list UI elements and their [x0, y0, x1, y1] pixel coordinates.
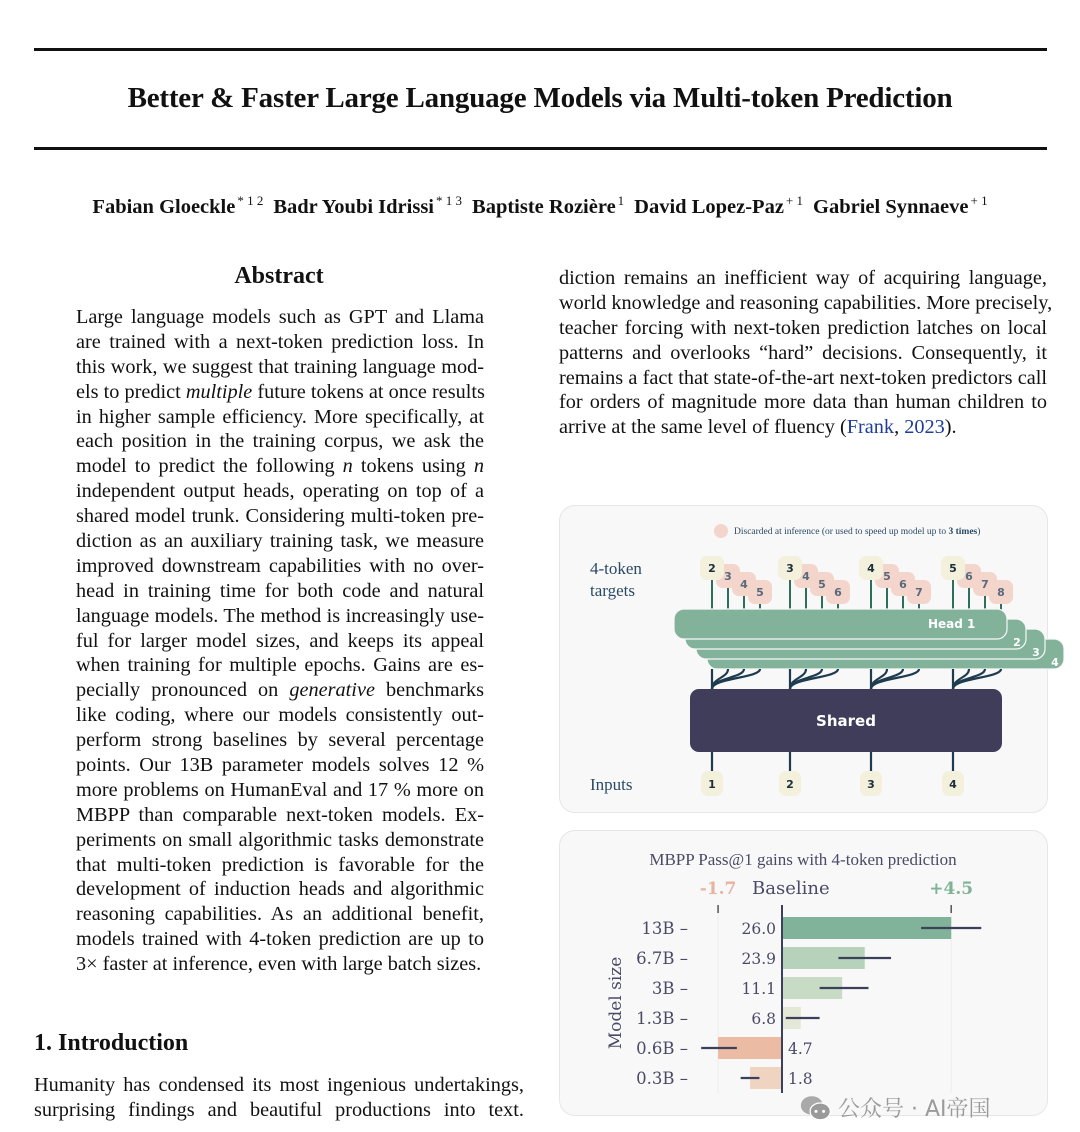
text-line: like coding, where our models consistently out-	[76, 704, 484, 727]
paper-title: Better & Faster Large Language Models via Multi-token Prediction	[127, 82, 953, 114]
author-name: Fabian Gloeckle $^{* 1 2}$	[92, 193, 264, 218]
text-line: Large language models such as GPT and Llama	[76, 306, 484, 328]
input-label: 1	[708, 778, 716, 791]
abstract-heading: Abstract	[234, 263, 324, 289]
targets-label: targets	[590, 581, 636, 600]
text-line: 3× faster at inference, even with large batch sizes.	[76, 953, 482, 976]
chart-title: MBPP Pass@1 gains with 4-token prediction	[649, 850, 957, 869]
token-label: 5	[949, 562, 957, 575]
baseline-value-label: 11.1	[741, 980, 776, 998]
author-name: David Lopez-Paz $^{+ 1}$	[634, 193, 804, 218]
text-line: shared model trunk. Considering multi-token pre-	[76, 505, 484, 528]
text-line: model to predict the following n tokens using n	[76, 455, 484, 478]
text-line: patterns and overlooks “hard” decisions. Consequently, it	[559, 341, 1047, 364]
text-line: head in training time for both code and natural	[76, 579, 484, 602]
text-line: for orders of magnitude more data than human children to	[559, 391, 1047, 414]
inputs-label: Inputs	[590, 775, 633, 794]
head-number: 4	[1051, 656, 1059, 669]
text-line: language models. The method is increasingly use-	[76, 604, 484, 627]
author-name: Badr Youbi Idrissi $^{* 1 3}$	[273, 193, 463, 218]
y-tick-label: 3B –	[651, 979, 688, 998]
author-list	[0, 193, 1080, 219]
mbpp-gains-chart	[559, 830, 1048, 1116]
token-label: 6	[965, 570, 973, 583]
citation-year-link[interactable]: 2023	[904, 416, 945, 439]
author-name: Baptiste Rozière $^1$	[472, 193, 625, 218]
baseline-value-label: 23.9	[741, 950, 776, 968]
text-line: MBPP than comparable next-token models. Ex-	[76, 803, 484, 826]
baseline-label: Baseline	[752, 878, 830, 899]
text-line: perform strong baselines by several percentage	[76, 729, 484, 752]
shared-label: Shared	[816, 712, 876, 730]
author-affiliation-marks: + 1	[785, 193, 804, 208]
text-line: in higher sample efficiency. More specifically, at	[76, 405, 484, 428]
title-rule-bottom	[34, 147, 1047, 150]
token-label: 7	[915, 586, 923, 599]
right-column-text	[559, 266, 1053, 440]
token-label: 4	[740, 578, 748, 591]
input-label: 2	[786, 778, 794, 791]
diagram-canvas	[560, 506, 1059, 812]
targets-label: 4-token	[590, 559, 642, 578]
token-label: 5	[818, 578, 826, 591]
y-tick-label: 6.7B –	[636, 949, 688, 968]
text-line: when training for multiple epochs. Gains are es-	[76, 654, 484, 677]
token-label: 7	[981, 578, 989, 591]
token-label: 4	[802, 570, 810, 583]
y-tick-label: 0.3B –	[636, 1069, 688, 1088]
author-affiliation-marks: * 1 2	[237, 193, 264, 208]
y-tick-label: 13B –	[641, 919, 688, 938]
author-affiliation-marks: + 1	[970, 193, 988, 208]
text-line: are trained with a next-token prediction loss. In	[76, 330, 484, 353]
text-line: world knowledge and reasoning capabilities. More precisely,	[559, 291, 1053, 314]
legend-text: Discarded at inference (or used to speed up model up to 3 times)	[734, 527, 981, 537]
token-label: 5	[756, 586, 764, 599]
token-label: 3	[724, 570, 732, 583]
head-number: 3	[1032, 646, 1040, 659]
token-label: 6	[834, 586, 842, 599]
text-line: periments on small algorithmic tasks demonstrate	[76, 828, 484, 851]
text-line: this work, we suggest that training language mod-	[76, 355, 484, 378]
abstract-body	[76, 305, 484, 977]
text-line: els to predict multiple future tokens at once results	[76, 380, 485, 403]
y-axis-label: Model size	[606, 956, 626, 1050]
input-label: 3	[867, 778, 875, 791]
text-line: improved downstream capabilities with no over-	[76, 554, 484, 577]
text-line: diction remains an inefficient way of acquiring language,	[559, 267, 1047, 289]
text-line: that multi-token prediction is favorable for the	[76, 853, 484, 876]
text-line: Humanity has condensed its most ingenious undertakings,	[34, 1074, 524, 1096]
architecture-diagram	[559, 505, 1059, 813]
token-label: 5	[883, 570, 891, 583]
token-label: 6	[899, 578, 907, 591]
token-label: 8	[997, 586, 1005, 599]
author-affiliation-marks: 1	[617, 193, 625, 208]
head-label: Head 1	[928, 617, 976, 631]
token-label: 4	[867, 562, 875, 575]
legend-swatch	[714, 524, 728, 538]
text-line: ful for larger model sizes, and keeps its appeal	[76, 629, 484, 652]
author-name: Gabriel Synnaeve $^{+ 1}$	[813, 193, 988, 218]
baseline-value-label: 1.8	[788, 1070, 813, 1088]
text-line: arrive at the same level of fluency (Frank, 2023).	[559, 416, 957, 439]
baseline-value-label: 6.8	[751, 1010, 776, 1028]
token-label: 3	[786, 562, 794, 575]
text-line: points. Our 13B parameter models solves 12 %	[76, 754, 484, 777]
text-line: teacher forcing with next-token prediction latches on local	[559, 316, 1047, 339]
citation-link[interactable]: Frank	[846, 416, 895, 439]
text-line: independent output heads, operating on top of a	[76, 480, 484, 503]
text-line: models trained with 4-token prediction are up to	[76, 928, 484, 951]
text-line: more problems on HumanEval and 17 % more on	[76, 778, 484, 801]
chart-canvas	[560, 831, 1047, 1115]
watermark-text: 公众号 · AI帝国	[838, 1097, 991, 1122]
text-line: pecially pronounced on generative benchmarks	[76, 679, 484, 702]
text-line: development of induction heads and algorithmic	[76, 878, 484, 901]
text-line: surprising findings and beautiful productions into text.	[34, 1098, 524, 1121]
text-line: diction as an auxiliary training task, we measure	[76, 530, 484, 553]
token-label: 2	[708, 562, 716, 575]
introduction-body	[34, 1073, 524, 1123]
input-label: 4	[949, 778, 957, 791]
title-rule-top	[34, 48, 1047, 51]
text-line: reasoning capabilities. As an additional benefit,	[76, 903, 484, 926]
y-tick-label: 1.3B –	[636, 1009, 688, 1028]
y-tick-label: 0.6B –	[636, 1039, 688, 1058]
baseline-value-label: 26.0	[741, 920, 776, 938]
baseline-value-label: 4.7	[788, 1040, 813, 1058]
wechat-icon	[800, 1094, 832, 1122]
introduction-heading: 1. Introduction	[34, 1030, 189, 1056]
watermark	[800, 1092, 991, 1123]
text-line: each position in the training corpus, we ask the	[76, 430, 484, 453]
x-min-label: -1.7	[699, 879, 737, 899]
author-affiliation-marks: * 1 3	[436, 193, 463, 208]
text-line: remains a fact that state-of-the-art next-token predictors call	[559, 366, 1047, 389]
head-number: 2	[1013, 636, 1021, 649]
x-max-label: +4.5	[929, 879, 974, 899]
